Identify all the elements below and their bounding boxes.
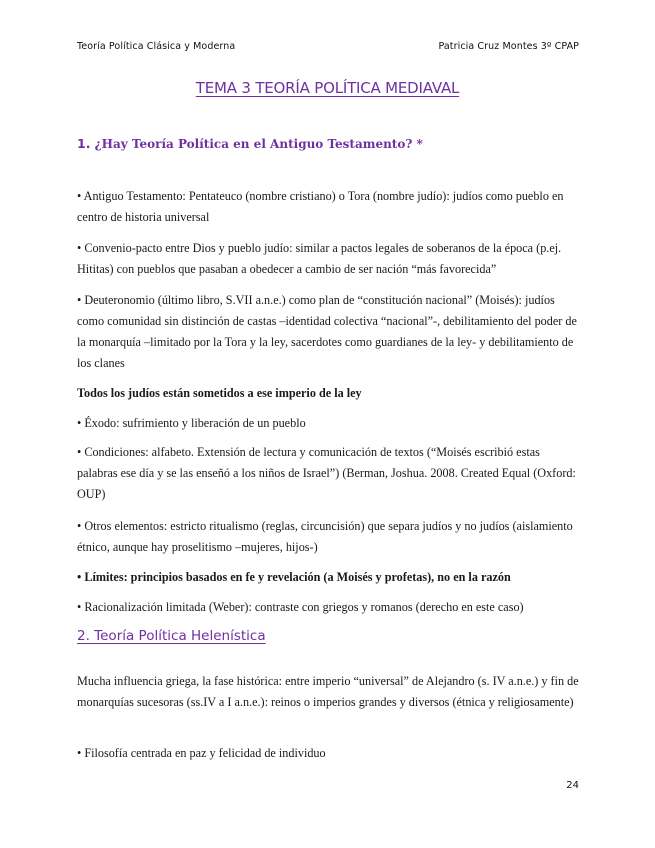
- paragraph-deuteronomio: • Deuteronomio (último libro, S.VII a.n.e.) como plan de “constitución nacional” (Moisés): judíos como comunidad sin distinción de castas –identidad colectiva “nacional”-, debilitamiento del poder de la monarquía –limitado por la Tora y la ley, sacerdotes como guardianes de la ley- y debilitamiento de los clanes: [77, 293, 577, 370]
- paragraph-racionalizacion: • Racionalización limitada (Weber): contraste con griegos y romanos (derecho en este caso): [77, 600, 524, 614]
- header-right: Patricia Cruz Montes 3º CPAP: [438, 41, 579, 52]
- section-1-heading: [77, 136, 423, 151]
- page-title: TEMA 3 TEORÍA POLÍTICA MEDIAVAL: [195, 79, 460, 97]
- paragraph-condiciones: • Condiciones: alfabeto. Extensión de lectura y comunicación de textos (“Moisés escribió estas palabras ese día y se las enseñó a los niños de Israel”) (Berman, Joshua. 2008. Created Equal (Oxford: OUP): [77, 445, 576, 501]
- section-1-number: 1.: [77, 136, 91, 151]
- paragraph-exodo: • Éxodo: sufrimiento y liberación de un pueblo: [77, 416, 306, 430]
- paragraph-ley-bold: Todos los judíos están sometidos a ese imperio de la ley: [77, 386, 362, 400]
- section-2-heading: 2. Teoría Política Helenística: [77, 628, 266, 644]
- paragraph-influencia-griega: Mucha influencia griega, la fase histórica: entre imperio “universal” de Alejandro (s. IV a.n.e.) y fin de monarquías sucesoras (ss.IV a I a.n.e.): reinos o imperios grandes y diversos (étnica y religiosamente): [77, 674, 579, 709]
- paragraph-otros-elementos: • Otros elementos: estricto ritualismo (reglas, circuncisión) que separa judíos y no judíos (aislamiento étnico, aunque hay proselitismo –mujeres, hijos-): [77, 519, 573, 554]
- paragraph-convenio: • Convenio-pacto entre Dios y pueblo judío: similar a pactos legales de soberanos de la época (p.ej. Hititas) con pueblos que pasaban a obedecer a cambio de ser nación “más favorecida”: [77, 241, 562, 276]
- header-left: Teoría Política Clásica y Moderna: [77, 41, 236, 52]
- paragraph-filosofia: • Filosofía centrada en paz y felicidad de individuo: [77, 746, 326, 760]
- page-number: 24: [566, 780, 579, 791]
- paragraph-limites: • Límites: principios basados en fe y revelación (a Moisés y profetas), no en la razón: [77, 570, 511, 584]
- paragraph-antiguo-testamento: • Antiguo Testamento: Pentateuco (nombre cristiano) o Tora (nombre judío): judíos como pueblo en centro de historia universal: [77, 189, 564, 224]
- section-1-text: ¿Hay Teoría Política en el Antiguo Testamento? *: [94, 137, 423, 151]
